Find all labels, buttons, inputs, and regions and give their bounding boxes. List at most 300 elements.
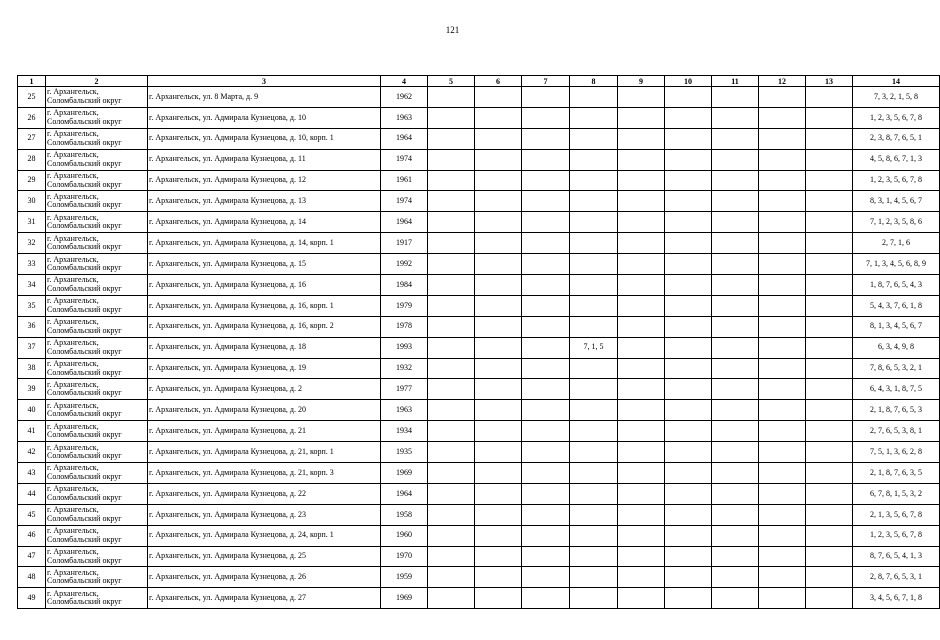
works-column-11-cell	[712, 337, 759, 358]
works-column-8-cell	[570, 149, 618, 170]
year-cell: 1974	[381, 149, 428, 170]
works-column-8-cell	[570, 421, 618, 442]
works-column-11-cell	[712, 567, 759, 588]
table-row	[18, 546, 940, 567]
column-header-11: 11	[712, 76, 759, 87]
district-okrug: Соломбальский округ	[47, 451, 122, 461]
row-number-cell: 32	[18, 233, 46, 254]
works-column-11-cell	[712, 421, 759, 442]
works-sequence-cell: 1, 8, 7, 6, 5, 4, 3	[853, 275, 940, 296]
works-column-7-cell	[522, 442, 570, 463]
works-column-12-cell	[759, 442, 806, 463]
works-column-10-cell	[665, 463, 712, 484]
table-row	[18, 233, 940, 254]
address-cell: г. Архангельск, ул. Адмирала Кузнецова, д. 19	[148, 358, 381, 379]
works-column-5-cell	[428, 87, 475, 108]
year-cell: 1960	[381, 525, 428, 546]
address-cell: г. Архангельск, ул. Адмирала Кузнецова, д. 11	[148, 149, 381, 170]
works-column-9-cell	[618, 191, 665, 212]
works-sequence-cell: 6, 4, 3, 1, 8, 7, 5	[853, 379, 940, 400]
address-cell: г. Архангельск, ул. Адмирала Кузнецова, д. 23	[148, 504, 381, 525]
district-okrug: Соломбальский округ	[47, 409, 122, 419]
works-column-9-cell	[618, 588, 665, 609]
works-column-5-cell	[428, 233, 475, 254]
works-column-13-cell	[806, 421, 853, 442]
table-row	[18, 128, 940, 149]
district-okrug: Соломбальский округ	[47, 179, 122, 189]
district-cell	[46, 128, 148, 149]
works-column-8-cell	[570, 275, 618, 296]
works-sequence-cell: 8, 7, 6, 5, 4, 1, 3	[853, 546, 940, 567]
works-column-12-cell	[759, 233, 806, 254]
address-cell: г. Архангельск, ул. Адмирала Кузнецова, д. 20	[148, 400, 381, 421]
table-row	[18, 295, 940, 316]
works-column-10-cell	[665, 358, 712, 379]
works-column-5-cell	[428, 442, 475, 463]
table-row	[18, 379, 940, 400]
table-row	[18, 504, 940, 525]
works-column-6-cell	[475, 442, 522, 463]
address-cell: г. Архангельск, ул. Адмирала Кузнецова, д. 21	[148, 421, 381, 442]
works-column-8-cell	[570, 546, 618, 567]
works-column-11-cell	[712, 400, 759, 421]
works-column-6-cell	[475, 546, 522, 567]
works-sequence-cell: 7, 1, 2, 3, 5, 8, 6	[853, 212, 940, 233]
district-okrug: Соломбальский округ	[47, 95, 122, 105]
year-cell: 1964	[381, 212, 428, 233]
works-column-5-cell	[428, 421, 475, 442]
district-city: г. Архангельск,	[47, 275, 99, 285]
row-number-cell: 45	[18, 504, 46, 525]
column-header-7: 7	[522, 76, 570, 87]
district-city: г. Архангельск,	[47, 150, 99, 160]
year-cell: 1935	[381, 442, 428, 463]
works-column-8-cell	[570, 463, 618, 484]
year-cell: 1959	[381, 567, 428, 588]
works-column-7-cell	[522, 212, 570, 233]
works-column-9-cell	[618, 442, 665, 463]
district-cell	[46, 212, 148, 233]
works-column-6-cell	[475, 504, 522, 525]
works-column-10-cell	[665, 421, 712, 442]
works-column-5-cell	[428, 254, 475, 275]
district-city: г. Архангельск,	[47, 442, 99, 452]
works-column-8-cell	[570, 588, 618, 609]
works-sequence-cell: 2, 8, 7, 6, 5, 3, 1	[853, 567, 940, 588]
works-column-11-cell	[712, 463, 759, 484]
works-column-11-cell	[712, 87, 759, 108]
district-cell	[46, 87, 148, 108]
row-number-cell: 46	[18, 525, 46, 546]
works-column-11-cell	[712, 191, 759, 212]
row-number-cell: 31	[18, 212, 46, 233]
works-column-12-cell	[759, 316, 806, 337]
works-column-9-cell	[618, 421, 665, 442]
works-column-6-cell	[475, 483, 522, 504]
works-column-5-cell	[428, 337, 475, 358]
works-column-11-cell	[712, 442, 759, 463]
works-column-6-cell	[475, 358, 522, 379]
works-column-13-cell	[806, 275, 853, 296]
district-okrug: Соломбальский округ	[47, 116, 122, 126]
works-column-10-cell	[665, 525, 712, 546]
works-column-6-cell	[475, 212, 522, 233]
works-column-12-cell	[759, 400, 806, 421]
row-number-cell: 29	[18, 170, 46, 191]
works-column-13-cell	[806, 295, 853, 316]
works-column-12-cell	[759, 275, 806, 296]
works-column-11-cell	[712, 546, 759, 567]
works-sequence-cell: 7, 3, 2, 1, 5, 8	[853, 87, 940, 108]
works-column-12-cell	[759, 379, 806, 400]
works-column-8-cell	[570, 379, 618, 400]
district-cell	[46, 107, 148, 128]
works-column-10-cell	[665, 191, 712, 212]
address-cell: г. Архангельск, ул. Адмирала Кузнецова, д. 21, корп. 1	[148, 442, 381, 463]
district-cell	[46, 295, 148, 316]
year-cell: 1977	[381, 379, 428, 400]
works-column-6-cell	[475, 170, 522, 191]
works-sequence-cell: 2, 7, 1, 6	[853, 233, 940, 254]
district-okrug: Соломбальский округ	[47, 242, 122, 252]
works-column-6-cell	[475, 87, 522, 108]
works-column-6-cell	[475, 295, 522, 316]
works-column-13-cell	[806, 337, 853, 358]
address-cell: г. Архангельск, ул. Адмирала Кузнецова, д. 24, корп. 1	[148, 525, 381, 546]
works-column-5-cell	[428, 400, 475, 421]
works-column-7-cell	[522, 107, 570, 128]
works-column-7-cell	[522, 358, 570, 379]
district-cell	[46, 233, 148, 254]
works-column-13-cell	[806, 546, 853, 567]
works-column-11-cell	[712, 379, 759, 400]
column-header-2: 2	[46, 76, 148, 87]
page-number: 121	[445, 25, 460, 35]
works-column-6-cell	[475, 400, 522, 421]
works-column-9-cell	[618, 525, 665, 546]
district-okrug: Соломбальский округ	[47, 430, 122, 440]
works-column-13-cell	[806, 400, 853, 421]
works-column-7-cell	[522, 421, 570, 442]
year-cell: 1963	[381, 107, 428, 128]
address-cell: г. Архангельск, ул. 8 Марта, д. 9	[148, 87, 381, 108]
column-header-9: 9	[618, 76, 665, 87]
works-column-12-cell	[759, 358, 806, 379]
works-column-7-cell	[522, 483, 570, 504]
works-column-11-cell	[712, 170, 759, 191]
works-column-13-cell	[806, 567, 853, 588]
table-row	[18, 567, 940, 588]
works-column-5-cell	[428, 358, 475, 379]
row-number-cell: 37	[18, 337, 46, 358]
works-column-10-cell	[665, 400, 712, 421]
works-column-7-cell	[522, 233, 570, 254]
year-cell: 1969	[381, 588, 428, 609]
works-column-9-cell	[618, 254, 665, 275]
works-column-9-cell	[618, 483, 665, 504]
works-column-8-cell	[570, 400, 618, 421]
column-header-12: 12	[759, 76, 806, 87]
works-column-11-cell	[712, 233, 759, 254]
district-okrug: Соломбальский округ	[47, 513, 122, 523]
district-city: г. Архангельск,	[47, 484, 99, 494]
table-row	[18, 275, 940, 296]
works-column-9-cell	[618, 128, 665, 149]
district-cell	[46, 463, 148, 484]
district-cell	[46, 421, 148, 442]
address-cell: г. Архангельск, ул. Адмирала Кузнецова, д. 14	[148, 212, 381, 233]
address-cell: г. Архангельск, ул. Адмирала Кузнецова, д. 21, корп. 3	[148, 463, 381, 484]
works-column-9-cell	[618, 463, 665, 484]
works-column-11-cell	[712, 254, 759, 275]
works-column-7-cell	[522, 254, 570, 275]
works-column-12-cell	[759, 525, 806, 546]
works-column-6-cell	[475, 191, 522, 212]
table-row	[18, 525, 940, 546]
table-row	[18, 358, 940, 379]
works-column-5-cell	[428, 504, 475, 525]
works-column-10-cell	[665, 170, 712, 191]
year-cell: 1962	[381, 87, 428, 108]
works-column-13-cell	[806, 483, 853, 504]
works-column-7-cell	[522, 295, 570, 316]
works-column-11-cell	[712, 295, 759, 316]
works-column-6-cell	[475, 233, 522, 254]
works-column-8-cell	[570, 295, 618, 316]
works-column-8-cell	[570, 233, 618, 254]
works-column-11-cell	[712, 316, 759, 337]
address-cell: г. Архангельск, ул. Адмирала Кузнецова, д. 13	[148, 191, 381, 212]
district-city: г. Архангельск,	[47, 400, 99, 410]
works-column-9-cell	[618, 504, 665, 525]
works-column-12-cell	[759, 483, 806, 504]
district-cell	[46, 170, 148, 191]
works-column-13-cell	[806, 191, 853, 212]
works-column-11-cell	[712, 525, 759, 546]
works-column-6-cell	[475, 316, 522, 337]
district-city: г. Архангельск,	[47, 526, 99, 536]
district-cell	[46, 546, 148, 567]
district-cell	[46, 400, 148, 421]
works-column-5-cell	[428, 191, 475, 212]
works-column-5-cell	[428, 588, 475, 609]
district-okrug: Соломбальский округ	[47, 283, 122, 293]
address-cell: г. Архангельск, ул. Адмирала Кузнецова, д. 26	[148, 567, 381, 588]
works-column-13-cell	[806, 525, 853, 546]
works-column-9-cell	[618, 379, 665, 400]
works-column-8-cell: 7, 1, 5	[570, 337, 618, 358]
works-column-5-cell	[428, 170, 475, 191]
table-row	[18, 463, 940, 484]
row-number-cell: 40	[18, 400, 46, 421]
table-row	[18, 254, 940, 275]
works-column-12-cell	[759, 254, 806, 275]
table-row	[18, 588, 940, 609]
column-header-4: 4	[381, 76, 428, 87]
works-column-7-cell	[522, 149, 570, 170]
district-okrug: Соломбальский округ	[47, 325, 122, 335]
district-okrug: Соломбальский округ	[47, 471, 122, 481]
works-column-9-cell	[618, 358, 665, 379]
works-column-5-cell	[428, 525, 475, 546]
district-okrug: Соломбальский округ	[47, 388, 122, 398]
works-column-7-cell	[522, 525, 570, 546]
works-column-10-cell	[665, 233, 712, 254]
table-row	[18, 337, 940, 358]
row-number-cell: 42	[18, 442, 46, 463]
district-okrug: Соломбальский округ	[47, 576, 122, 586]
works-column-8-cell	[570, 87, 618, 108]
works-column-6-cell	[475, 254, 522, 275]
works-column-6-cell	[475, 337, 522, 358]
row-number-cell: 25	[18, 87, 46, 108]
year-cell: 1963	[381, 400, 428, 421]
works-column-9-cell	[618, 149, 665, 170]
row-number-cell: 47	[18, 546, 46, 567]
row-number-cell: 39	[18, 379, 46, 400]
year-cell: 1978	[381, 316, 428, 337]
year-cell: 1964	[381, 483, 428, 504]
district-okrug: Соломбальский округ	[47, 304, 122, 314]
works-sequence-cell: 3, 4, 5, 6, 7, 1, 8	[853, 588, 940, 609]
table-row	[18, 191, 940, 212]
address-cell: г. Архангельск, ул. Адмирала Кузнецова, д. 10	[148, 107, 381, 128]
works-column-10-cell	[665, 483, 712, 504]
district-cell	[46, 254, 148, 275]
works-column-11-cell	[712, 483, 759, 504]
works-column-8-cell	[570, 442, 618, 463]
row-number-cell: 30	[18, 191, 46, 212]
works-column-13-cell	[806, 379, 853, 400]
district-cell	[46, 567, 148, 588]
works-sequence-cell: 4, 5, 8, 6, 7, 1, 3	[853, 149, 940, 170]
table-row	[18, 483, 940, 504]
works-column-13-cell	[806, 588, 853, 609]
year-cell: 1970	[381, 546, 428, 567]
works-column-6-cell	[475, 567, 522, 588]
address-cell: г. Архангельск, ул. Адмирала Кузнецова, д. 2	[148, 379, 381, 400]
works-column-12-cell	[759, 504, 806, 525]
district-cell	[46, 483, 148, 504]
works-column-12-cell	[759, 588, 806, 609]
column-header-10: 10	[665, 76, 712, 87]
district-okrug: Соломбальский округ	[47, 137, 122, 147]
works-column-6-cell	[475, 149, 522, 170]
row-number-cell: 26	[18, 107, 46, 128]
works-sequence-cell: 1, 2, 3, 5, 6, 7, 8	[853, 107, 940, 128]
row-number-cell: 27	[18, 128, 46, 149]
works-column-12-cell	[759, 421, 806, 442]
district-okrug: Соломбальский округ	[47, 492, 122, 502]
works-column-9-cell	[618, 170, 665, 191]
works-column-10-cell	[665, 254, 712, 275]
works-column-12-cell	[759, 191, 806, 212]
works-column-5-cell	[428, 483, 475, 504]
district-city: г. Архангельск,	[47, 463, 99, 473]
works-column-8-cell	[570, 316, 618, 337]
works-column-10-cell	[665, 504, 712, 525]
row-number-cell: 33	[18, 254, 46, 275]
works-column-10-cell	[665, 275, 712, 296]
works-column-5-cell	[428, 316, 475, 337]
works-sequence-cell: 7, 1, 3, 4, 5, 6, 8, 9	[853, 254, 940, 275]
column-header-3: 3	[148, 76, 381, 87]
works-sequence-cell: 2, 1, 8, 7, 6, 3, 5	[853, 463, 940, 484]
district-city: г. Архангельск,	[47, 254, 99, 264]
works-sequence-cell: 2, 1, 8, 7, 6, 5, 3	[853, 400, 940, 421]
table-body	[18, 87, 940, 609]
district-cell	[46, 275, 148, 296]
works-column-9-cell	[618, 87, 665, 108]
works-column-12-cell	[759, 87, 806, 108]
works-column-7-cell	[522, 128, 570, 149]
works-column-6-cell	[475, 275, 522, 296]
works-sequence-cell: 8, 1, 3, 4, 5, 6, 7	[853, 316, 940, 337]
column-header-5: 5	[428, 76, 475, 87]
works-column-5-cell	[428, 295, 475, 316]
column-header-6: 6	[475, 76, 522, 87]
address-cell: г. Архангельск, ул. Адмирала Кузнецова, д. 16	[148, 275, 381, 296]
district-okrug: Соломбальский округ	[47, 200, 122, 210]
works-sequence-cell: 7, 5, 1, 3, 6, 2, 8	[853, 442, 940, 463]
works-column-8-cell	[570, 504, 618, 525]
works-column-10-cell	[665, 588, 712, 609]
works-column-6-cell	[475, 421, 522, 442]
works-column-6-cell	[475, 463, 522, 484]
year-cell: 1979	[381, 295, 428, 316]
district-okrug: Соломбальский округ	[47, 221, 122, 231]
row-number-cell: 38	[18, 358, 46, 379]
works-column-13-cell	[806, 170, 853, 191]
district-city: г. Архангельск,	[47, 87, 99, 97]
district-cell	[46, 337, 148, 358]
works-sequence-cell: 8, 3, 1, 4, 5, 6, 7	[853, 191, 940, 212]
works-column-11-cell	[712, 588, 759, 609]
table-row	[18, 421, 940, 442]
district-okrug: Соломбальский округ	[47, 367, 122, 377]
works-column-11-cell	[712, 275, 759, 296]
works-column-5-cell	[428, 107, 475, 128]
works-column-12-cell	[759, 567, 806, 588]
works-column-11-cell	[712, 149, 759, 170]
works-column-13-cell	[806, 254, 853, 275]
works-column-7-cell	[522, 546, 570, 567]
address-cell: г. Архангельск, ул. Адмирала Кузнецова, д. 14, корп. 1	[148, 233, 381, 254]
year-cell: 1984	[381, 275, 428, 296]
district-city: г. Архангельск,	[47, 588, 99, 598]
table-row	[18, 316, 940, 337]
works-column-8-cell	[570, 254, 618, 275]
works-column-7-cell	[522, 87, 570, 108]
table-row	[18, 149, 940, 170]
works-column-8-cell	[570, 525, 618, 546]
housing-register-table	[17, 75, 940, 609]
row-number-cell: 41	[18, 421, 46, 442]
works-column-6-cell	[475, 107, 522, 128]
district-city: г. Архангельск,	[47, 379, 99, 389]
year-cell: 1917	[381, 233, 428, 254]
district-okrug: Соломбальский округ	[47, 346, 122, 356]
works-column-8-cell	[570, 567, 618, 588]
row-number-cell: 34	[18, 275, 46, 296]
works-column-10-cell	[665, 212, 712, 233]
works-column-9-cell	[618, 546, 665, 567]
district-city: г. Архангельск,	[47, 567, 99, 577]
works-column-7-cell	[522, 463, 570, 484]
works-column-12-cell	[759, 128, 806, 149]
works-column-10-cell	[665, 316, 712, 337]
works-column-5-cell	[428, 379, 475, 400]
